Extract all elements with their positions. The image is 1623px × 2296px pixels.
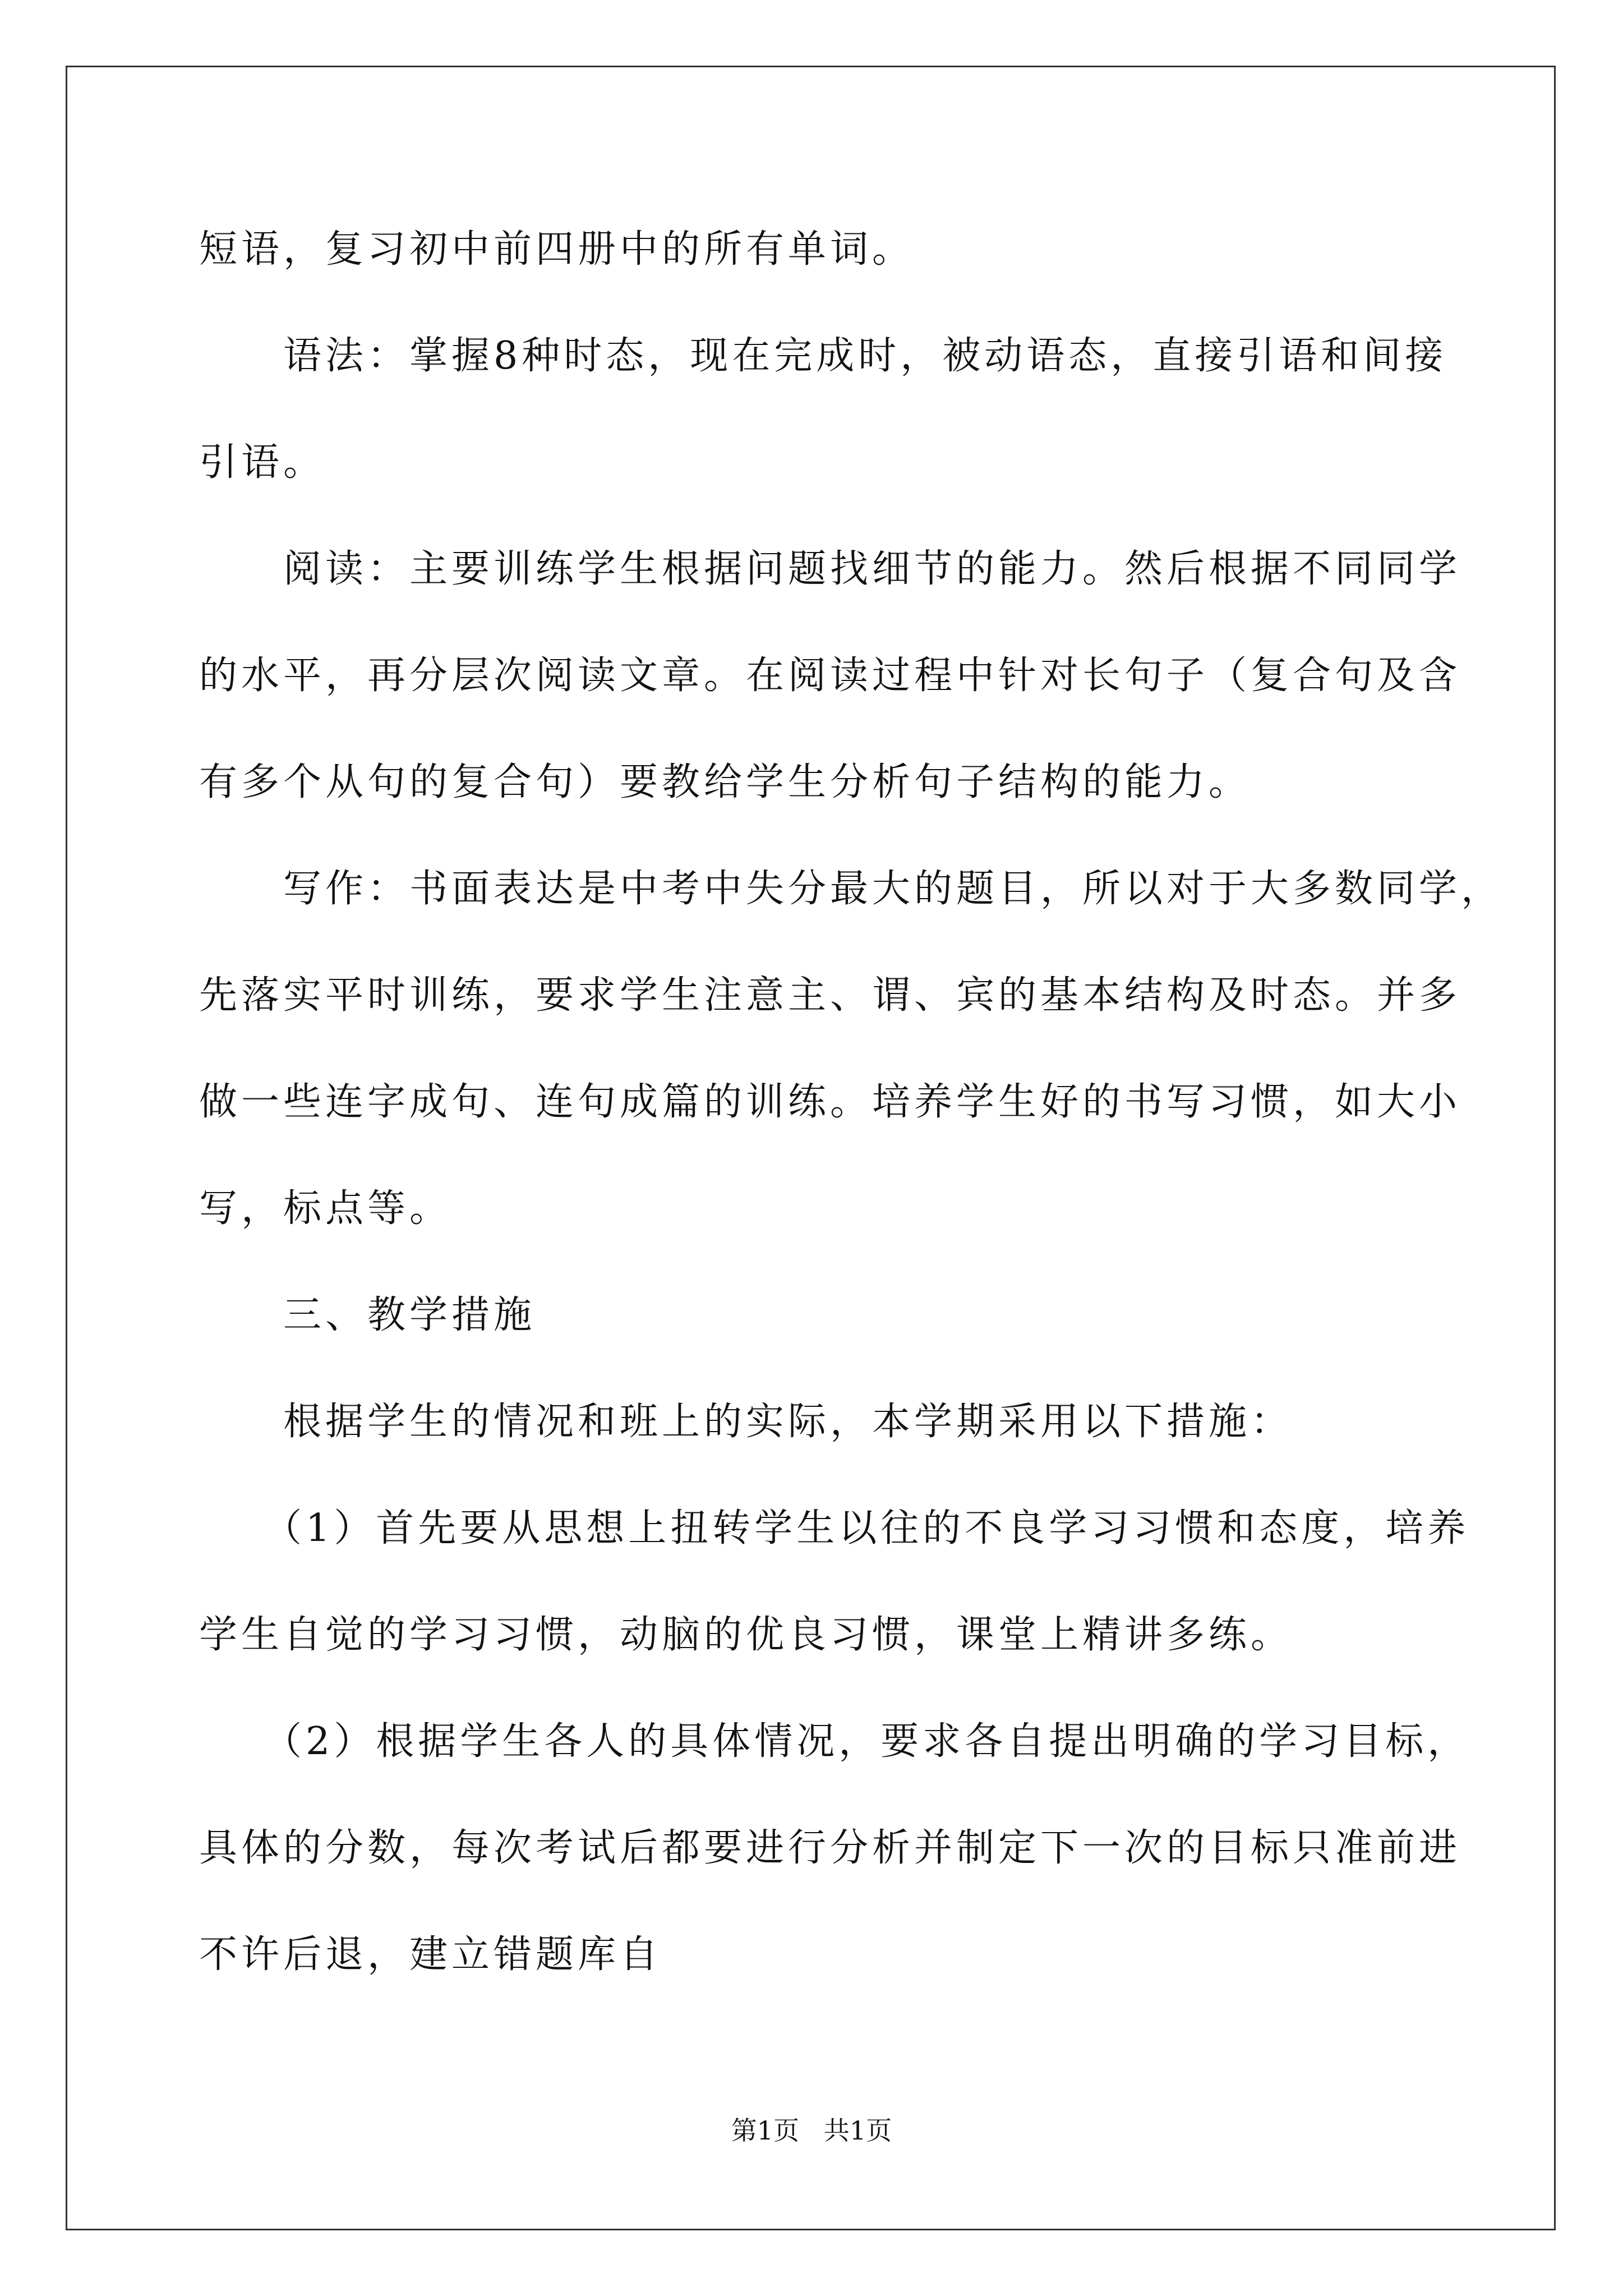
body-line: 学生自觉的学习习惯，动脑的优良习惯，课堂上精讲多练。 — [199, 1613, 1293, 1657]
body-line: 写，标点等。 — [199, 1186, 452, 1231]
body-line: 写作：书面表达是中考中失分最大的题目，所以对于大多数同学， — [283, 867, 1504, 911]
body-line: 短语，复习初中前四册中的所有单词。 — [199, 227, 915, 272]
body-line: 做一些连字成句、连句成篇的训练。培养学生好的书写习惯，如大小 — [199, 1080, 1461, 1124]
body-line: 根据学生的情况和班上的实际，本学期采用以下措施： — [283, 1400, 1293, 1444]
body-line: 的水平，再分层次阅读文章。在阅读过程中针对长句子（复合句及含 — [199, 654, 1461, 698]
page-number-footer: 第1页 共1页 — [731, 2115, 892, 2146]
body-line: 具体的分数，每次考试后都要进行分析并制定下一次的目标只准前进 — [199, 1826, 1461, 1870]
body-line: 不许后退，建立错题库自 — [199, 1932, 662, 1977]
body-line: 引语。 — [199, 440, 326, 485]
body-line: 先落实平时训练，要求学生注意主、谓、宾的基本结构及时态。并多 — [199, 973, 1461, 1018]
document-body — [199, 196, 1504, 2008]
body-line: （2）根据学生各人的具体情况，要求各自提出明确的学习目标， — [264, 1719, 1470, 1764]
body-line: 语法：掌握8种时态，现在完成时，被动语态，直接引语和间接 — [283, 334, 1447, 378]
section-heading: 三、教学措施 — [283, 1293, 536, 1337]
body-line: 阅读：主要训练学生根据问题找细节的能力。然后根据不同同学 — [283, 547, 1461, 591]
body-line: （1）首先要从思想上扭转学生以往的不良学习习惯和态度，培养 — [264, 1506, 1470, 1550]
body-line: 有多个从句的复合句）要教给学生分析句子结构的能力。 — [199, 760, 1251, 804]
